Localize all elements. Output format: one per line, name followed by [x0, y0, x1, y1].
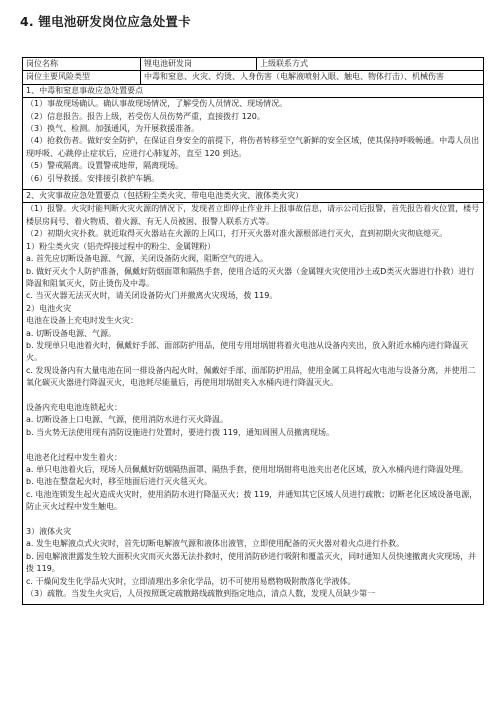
section2-line: 1）粉尘类火灾（铝壳焊接过程中的粉尘、金属锂粉）	[26, 241, 216, 251]
section2-line: c. 当灭火器无法灭火时，请关闭设备防火门并撤离火灾现场，拨 119。	[26, 291, 278, 301]
section1-heading: 1、中毒和窒息事故应急处置要点	[26, 85, 144, 95]
section2-line: a. 首先应切断设备电源、气源，关闭设备防火阀，阻断空气的进入。	[26, 254, 268, 264]
section1-line: （4）抢救伤者。做好安全防护，在保证自身安全的前提下，将伤者转移至空气新鲜的安全区域，使其保持呼吸畅通。中毒人员出现呼吸、心跳停止症状后，应进行心肺复苏，直至 120 到达。	[26, 136, 480, 158]
section2-line: a. 单只电池着火后，现场人员佩戴好防烟隔热面罩、隔热手套，使用坩埚钳将电池夹出老化区域，放入水桶内进行降温处理。	[26, 464, 468, 474]
section2-line: 3）液体火灾	[26, 526, 72, 536]
section2-line: b. 当火势无法使用现有消防设施进行处置时，要进行拨 119，通知周围人员撤离现场。	[26, 427, 334, 437]
document-title: 4. 锂电池研发岗位应急处置卡	[20, 14, 191, 29]
section1-body-row	[23, 98, 483, 190]
section2-line	[26, 390, 480, 402]
risk-type-label: 岗位主要风险类型	[23, 71, 141, 83]
header-row-risk	[23, 71, 483, 84]
section2-line: 设备内充电电池连锁起火：	[26, 402, 122, 412]
section2-line	[26, 439, 480, 451]
post-name-value: 锂电池研发岗	[141, 58, 257, 70]
section2-line: a. 切断设备电源、气源。	[26, 328, 116, 338]
section1-line: （1）事故现场确认。确认事故现场情况，了解受伤人员情况、现场情况。	[26, 99, 288, 109]
section1-line: （2）信息报告。报告上级，若受伤人员伤势严重，直接拨打 120。	[26, 111, 265, 121]
section2-line: a. 发生电解液点式火灾时，首先切断电解液气源和液体出液管，立即使用配备的灭火器对着火点进行扑救。	[26, 539, 404, 549]
section1-line: （6）引导救援。安排接引救护车辆。	[26, 173, 160, 183]
section2-line: 电池老化过程中发生着火：	[26, 452, 122, 462]
section1-line: （5）警戒隔离。设置警戒地带，隔离现场。	[26, 161, 184, 171]
section2-line: （3）疏散。当发生火灾后，人员按照既定疏散路线疏散到指定地点，清点人数，发现人员缺少第一	[26, 589, 376, 599]
section1-heading-row	[23, 85, 483, 98]
section2-heading-row	[23, 190, 483, 203]
risk-type-value: 中毒和窒息、火灾、灼烫、人身伤害（电解液喷射入眼、触电、物体打击）、机械伤害	[144, 72, 444, 82]
section2-line	[26, 514, 480, 526]
section2-line: b. 电池在整盘起火时，移至地面后进行灭火毯灭火。	[26, 477, 213, 487]
header-row-post	[23, 58, 483, 71]
section1-body	[23, 98, 483, 189]
section2-line: c. 干燥间发生化学品火灾时，立即清理出多余化学品，切不可使用易燃物吸附散落化学液体。	[26, 576, 356, 586]
section2-line: （1）报警。火灾时能判断火灾火源的情况下，发现者立即停止作业并上报事故信息，请示公司后报警，首先报告着火位置，楼号楼层房间号、着火物质、着火源、有无人员被困、报警人联系方式等。	[26, 204, 480, 226]
contact-label: 上级联系方式	[260, 59, 308, 68]
section2-line: 电池在设备上充电时发生火灾：	[26, 316, 138, 326]
section1-line: （3）换气、检测。加强通风，为开展救援准备。	[26, 124, 200, 134]
section2-line: 2）电池火灾	[26, 303, 72, 313]
section2-line: a. 切断设备上口电源、气源，使用消防水进行灭火降温。	[26, 415, 228, 425]
section2-body-row	[23, 203, 483, 605]
section2-line: c. 发现设备内有大量电池在同一排设备内起火时，佩戴好手部、面部防护用品，使用金属工具将起火电池与设备分离，并使用二氧化碳灭火器进行降温灭火，电池耗尽能量后，再使用坩埚钳夹入水桶内进行降温灭火。	[26, 365, 476, 388]
section2-line: c. 电池连锁发生起火造成火灾时，使用消防水进行降温灭火；拨 119，并通知其它区域人员进行疏散；切断老化区域设备电源，防止灭火过程中发生触电。	[26, 489, 478, 512]
section2-heading: 2、火灾事故应急处置要点（包括粉尘类火灾、带电电池类火灾、液体类火灾）	[26, 191, 304, 201]
section2-line: b. 因电解液泄露发生较大面积火灾而灭火器无法扑救时，使用消防砂进行吸附和覆盖灭火，同时通知人员快速撤离火灾现场，并拨 119。	[26, 551, 477, 574]
section2-line: b. 发现单只电池着火时，佩戴好手部、面部防护用品，使用专用坩埚钳将着火电池从设备内夹出，放入附近水桶内进行降温灭火。	[26, 340, 469, 363]
post-name-label: 岗位名称	[23, 58, 141, 70]
emergency-card-table	[22, 57, 484, 605]
section2-line: （2）初期火灾扑救。就近取得灭火器站在火源的上风口，打开灭火器对准火源根部进行灭火，直到初期火灾彻底熄灭。	[26, 229, 448, 239]
section2-body	[23, 203, 483, 604]
section2-line: b. 做好灭火个人防护准备，佩戴好防烟面罩和隔热手套，使用合适的灭火器（金属锂火灾使用沙土或D类灭火器进行扑救）进行降温和阻氧灭火，防止烫伤及中毒。	[26, 266, 475, 288]
